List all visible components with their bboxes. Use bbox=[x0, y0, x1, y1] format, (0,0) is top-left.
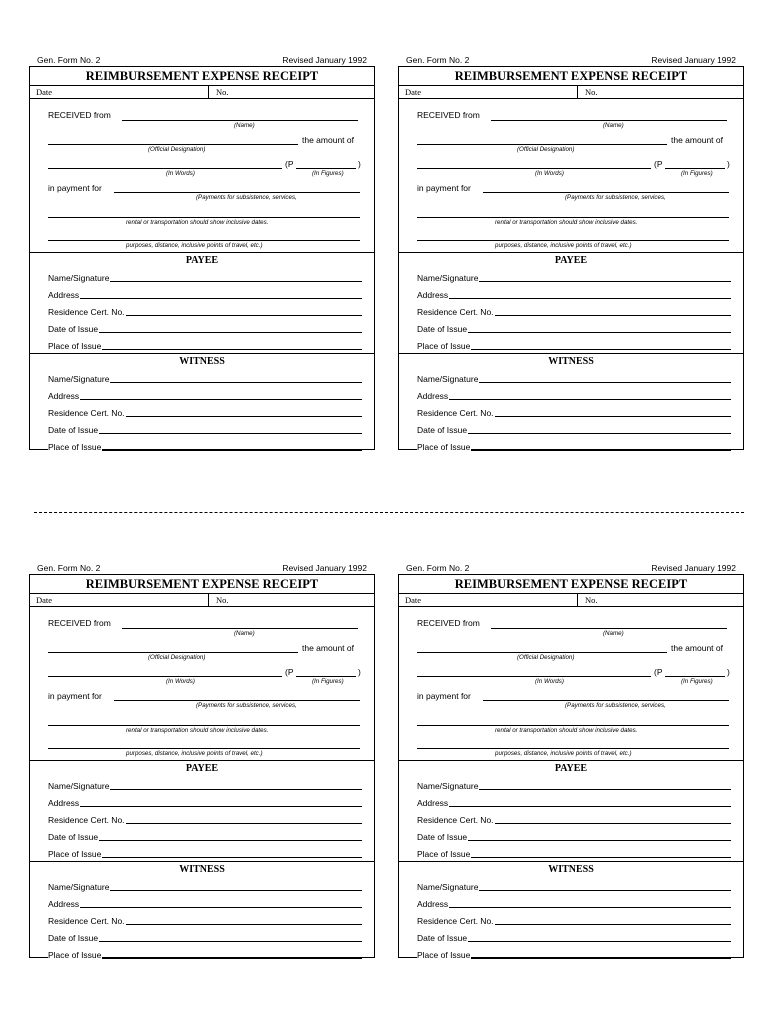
payee-place-of-issue-field[interactable] bbox=[48, 846, 362, 858]
received-section bbox=[399, 99, 743, 253]
name-line[interactable] bbox=[491, 628, 727, 629]
payee-name-signature-label: Name/Signature bbox=[417, 273, 479, 283]
received-section bbox=[30, 99, 374, 253]
payee-address-field[interactable] bbox=[48, 287, 362, 299]
receipt-box bbox=[29, 574, 375, 958]
payee-residence-cert-no-field[interactable] bbox=[417, 812, 731, 824]
amount-figures-line[interactable] bbox=[665, 168, 725, 169]
witness-residence-cert-no-label: Residence Cert. No. bbox=[48, 916, 125, 926]
payee-residence-cert-no-label: Residence Cert. No. bbox=[417, 815, 494, 825]
witness-address-line[interactable] bbox=[417, 907, 731, 908]
date-number-row bbox=[399, 594, 743, 607]
payee-residence-cert-no-field[interactable] bbox=[417, 304, 731, 316]
witness-name-signature-field[interactable] bbox=[417, 879, 731, 891]
payee-name-signature-field[interactable] bbox=[417, 778, 731, 790]
payee-residence-cert-no-label: Residence Cert. No. bbox=[417, 307, 494, 317]
peso-close: ) bbox=[727, 159, 730, 169]
payment-caption-1: (Payments for subsistence, services, bbox=[565, 194, 666, 201]
designation-caption: (Official Designation) bbox=[517, 654, 575, 661]
payee-place-of-issue-field[interactable] bbox=[417, 338, 731, 350]
name-caption: (Name) bbox=[603, 122, 624, 129]
payee-address-field[interactable] bbox=[48, 795, 362, 807]
witness-address-label: Address bbox=[417, 391, 449, 401]
payment-line-2[interactable] bbox=[417, 217, 729, 218]
payment-for-line[interactable] bbox=[114, 192, 360, 193]
date-label: Date bbox=[36, 87, 53, 97]
witness-residence-cert-no-field[interactable] bbox=[48, 913, 362, 925]
form-number: Gen. Form No. 2 bbox=[406, 563, 470, 573]
witness-section bbox=[399, 354, 743, 454]
payment-caption-3: purposes, distance, inclusive points of travel, etc.) bbox=[126, 242, 263, 249]
payment-caption-2: rental or transportation should show inclusive dates. bbox=[126, 219, 269, 226]
in-words-caption: (In Words) bbox=[166, 678, 195, 685]
payment-line-3[interactable] bbox=[48, 240, 360, 241]
payment-for-label: in payment for bbox=[417, 691, 471, 701]
name-caption: (Name) bbox=[234, 630, 255, 637]
receipt-form-top-left bbox=[29, 54, 375, 450]
peso-close: ) bbox=[358, 159, 361, 169]
received-from-label: RECEIVED from bbox=[417, 110, 480, 120]
payment-caption-3: purposes, distance, inclusive points of travel, etc.) bbox=[126, 750, 263, 757]
witness-place-of-issue-label: Place of Issue bbox=[48, 950, 102, 960]
designation-line[interactable] bbox=[48, 144, 298, 145]
amount-words-line[interactable] bbox=[48, 168, 282, 169]
payee-date-of-issue-field[interactable] bbox=[417, 829, 731, 841]
payee-heading: PAYEE bbox=[185, 763, 219, 774]
witness-name-signature-label: Name/Signature bbox=[48, 374, 110, 384]
payment-caption-1: (Payments for subsistence, services, bbox=[196, 194, 297, 201]
name-caption: (Name) bbox=[603, 630, 624, 637]
payee-address-field[interactable] bbox=[417, 795, 731, 807]
witness-name-signature-field[interactable] bbox=[48, 879, 362, 891]
payment-for-label: in payment for bbox=[417, 183, 471, 193]
witness-residence-cert-no-field[interactable] bbox=[417, 405, 731, 417]
payee-place-of-issue-label: Place of Issue bbox=[417, 341, 471, 351]
payment-caption-2: rental or transportation should show inclusive dates. bbox=[495, 727, 638, 734]
receipt-box bbox=[398, 574, 744, 958]
witness-address-label: Address bbox=[48, 899, 80, 909]
payment-caption-1: (Payments for subsistence, services, bbox=[196, 702, 297, 709]
received-from-label: RECEIVED from bbox=[417, 618, 480, 628]
witness-address-label: Address bbox=[417, 899, 449, 909]
payee-date-of-issue-field[interactable] bbox=[48, 829, 362, 841]
payee-name-signature-label: Name/Signature bbox=[48, 781, 110, 791]
receipt-form-bottom-left bbox=[29, 562, 375, 958]
witness-name-signature-label: Name/Signature bbox=[48, 882, 110, 892]
receipt-form-bottom-right bbox=[398, 562, 744, 958]
payment-line-2[interactable] bbox=[48, 217, 360, 218]
revision-date: Revised January 1992 bbox=[282, 563, 367, 573]
receipt-box bbox=[29, 66, 375, 450]
payee-address-line[interactable] bbox=[417, 298, 731, 299]
payment-for-label: in payment for bbox=[48, 183, 102, 193]
amount-label: the amount of bbox=[671, 135, 723, 145]
date-number-row bbox=[399, 86, 743, 99]
payee-heading: PAYEE bbox=[554, 255, 588, 266]
payment-for-line[interactable] bbox=[483, 192, 729, 193]
designation-line[interactable] bbox=[417, 144, 667, 145]
peso-open: (P bbox=[285, 667, 294, 677]
payee-address-label: Address bbox=[48, 798, 80, 808]
payee-date-of-issue-label: Date of Issue bbox=[417, 832, 468, 842]
witness-section bbox=[399, 862, 743, 962]
revision-date: Revised January 1992 bbox=[282, 55, 367, 65]
peso-open: (P bbox=[285, 159, 294, 169]
payee-section bbox=[30, 253, 374, 354]
witness-place-of-issue-field[interactable] bbox=[48, 947, 362, 959]
witness-address-field[interactable] bbox=[417, 388, 731, 400]
designation-caption: (Official Designation) bbox=[517, 146, 575, 153]
witness-date-of-issue-label: Date of Issue bbox=[417, 425, 468, 435]
in-figures-caption: (In Figures) bbox=[681, 678, 713, 685]
date-number-row bbox=[30, 86, 374, 99]
receipt-title: REIMBURSEMENT EXPENSE RECEIPT bbox=[30, 575, 374, 594]
payee-place-of-issue-field[interactable] bbox=[48, 338, 362, 350]
peso-open: (P bbox=[654, 159, 663, 169]
receipt-title: REIMBURSEMENT EXPENSE RECEIPT bbox=[399, 575, 743, 594]
witness-address-line[interactable] bbox=[48, 399, 362, 400]
in-words-caption: (In Words) bbox=[166, 170, 195, 177]
payee-section bbox=[30, 761, 374, 862]
payee-place-of-issue-label: Place of Issue bbox=[48, 849, 102, 859]
peso-close: ) bbox=[358, 667, 361, 677]
witness-date-of-issue-label: Date of Issue bbox=[48, 425, 99, 435]
payee-residence-cert-no-label: Residence Cert. No. bbox=[48, 815, 125, 825]
witness-heading: WITNESS bbox=[179, 864, 225, 875]
date-label: Date bbox=[405, 87, 422, 97]
form-header bbox=[29, 54, 375, 66]
payee-date-of-issue-label: Date of Issue bbox=[417, 324, 468, 334]
payment-line-3[interactable] bbox=[417, 748, 729, 749]
in-figures-caption: (In Figures) bbox=[312, 170, 344, 177]
payee-residence-cert-no-label: Residence Cert. No. bbox=[48, 307, 125, 317]
payee-name-signature-field[interactable] bbox=[417, 270, 731, 282]
witness-section bbox=[30, 862, 374, 962]
payee-heading: PAYEE bbox=[554, 763, 588, 774]
revision-date: Revised January 1992 bbox=[651, 563, 736, 573]
witness-address-field[interactable] bbox=[48, 388, 362, 400]
form-header bbox=[398, 54, 744, 66]
in-figures-caption: (In Figures) bbox=[312, 678, 344, 685]
number-label: No. bbox=[585, 87, 598, 97]
payee-address-line[interactable] bbox=[48, 298, 362, 299]
witness-place-of-issue-label: Place of Issue bbox=[417, 950, 471, 960]
payee-address-label: Address bbox=[417, 798, 449, 808]
payee-name-signature-label: Name/Signature bbox=[417, 781, 479, 791]
form-number: Gen. Form No. 2 bbox=[37, 563, 101, 573]
in-words-caption: (In Words) bbox=[535, 170, 564, 177]
witness-residence-cert-no-label: Residence Cert. No. bbox=[417, 408, 494, 418]
received-from-label: RECEIVED from bbox=[48, 110, 111, 120]
payee-section bbox=[399, 761, 743, 862]
witness-section bbox=[30, 354, 374, 454]
payee-place-of-issue-label: Place of Issue bbox=[48, 341, 102, 351]
payment-caption-1: (Payments for subsistence, services, bbox=[565, 702, 666, 709]
amount-figures-line[interactable] bbox=[665, 676, 725, 677]
payment-caption-2: rental or transportation should show inclusive dates. bbox=[126, 727, 269, 734]
amount-figures-line[interactable] bbox=[296, 168, 356, 169]
payee-section bbox=[399, 253, 743, 354]
witness-date-of-issue-field[interactable] bbox=[48, 930, 362, 942]
amount-label: the amount of bbox=[302, 643, 354, 653]
date-label: Date bbox=[405, 595, 422, 605]
payee-date-of-issue-label: Date of Issue bbox=[48, 832, 99, 842]
witness-address-field[interactable] bbox=[48, 896, 362, 908]
payment-line-2[interactable] bbox=[417, 725, 729, 726]
amount-words-line[interactable] bbox=[48, 676, 282, 677]
witness-address-line[interactable] bbox=[417, 399, 731, 400]
witness-name-signature-field[interactable] bbox=[417, 371, 731, 383]
designation-caption: (Official Designation) bbox=[148, 146, 206, 153]
payment-for-line[interactable] bbox=[483, 700, 729, 701]
date-number-row bbox=[30, 594, 374, 607]
payment-caption-2: rental or transportation should show inclusive dates. bbox=[495, 219, 638, 226]
date-divider bbox=[208, 86, 209, 98]
witness-date-of-issue-label: Date of Issue bbox=[48, 933, 99, 943]
designation-line[interactable] bbox=[48, 652, 298, 653]
date-divider bbox=[577, 594, 578, 606]
receipt-title: REIMBURSEMENT EXPENSE RECEIPT bbox=[399, 67, 743, 86]
name-line[interactable] bbox=[122, 120, 358, 121]
witness-place-of-issue-field[interactable] bbox=[417, 947, 731, 959]
payee-name-signature-field[interactable] bbox=[48, 778, 362, 790]
peso-close: ) bbox=[727, 667, 730, 677]
designation-caption: (Official Designation) bbox=[148, 654, 206, 661]
receipt-box bbox=[398, 66, 744, 450]
revision-date: Revised January 1992 bbox=[651, 55, 736, 65]
witness-place-of-issue-label: Place of Issue bbox=[48, 442, 102, 452]
payee-place-of-issue-label: Place of Issue bbox=[417, 849, 471, 859]
form-number: Gen. Form No. 2 bbox=[37, 55, 101, 65]
payee-residence-cert-no-field[interactable] bbox=[48, 304, 362, 316]
name-caption: (Name) bbox=[234, 122, 255, 129]
witness-address-field[interactable] bbox=[417, 896, 731, 908]
payee-address-label: Address bbox=[48, 290, 80, 300]
designation-line[interactable] bbox=[417, 652, 667, 653]
witness-name-signature-label: Name/Signature bbox=[417, 882, 479, 892]
amount-words-line[interactable] bbox=[417, 676, 651, 677]
witness-residence-cert-no-label: Residence Cert. No. bbox=[48, 408, 125, 418]
payee-address-line[interactable] bbox=[417, 806, 731, 807]
witness-heading: WITNESS bbox=[179, 356, 225, 367]
payee-residence-cert-no-field[interactable] bbox=[48, 812, 362, 824]
received-section bbox=[399, 607, 743, 761]
payment-caption-3: purposes, distance, inclusive points of travel, etc.) bbox=[495, 750, 632, 757]
payment-for-line[interactable] bbox=[114, 700, 360, 701]
witness-name-signature-field[interactable] bbox=[48, 371, 362, 383]
payment-line-3[interactable] bbox=[417, 240, 729, 241]
amount-words-line[interactable] bbox=[417, 168, 651, 169]
number-label: No. bbox=[585, 595, 598, 605]
received-section bbox=[30, 607, 374, 761]
witness-residence-cert-no-label: Residence Cert. No. bbox=[417, 916, 494, 926]
witness-address-line[interactable] bbox=[48, 907, 362, 908]
payment-for-label: in payment for bbox=[48, 691, 102, 701]
payee-date-of-issue-field[interactable] bbox=[48, 321, 362, 333]
form-number: Gen. Form No. 2 bbox=[406, 55, 470, 65]
witness-date-of-issue-field[interactable] bbox=[48, 422, 362, 434]
amount-label: the amount of bbox=[302, 135, 354, 145]
witness-heading: WITNESS bbox=[548, 356, 594, 367]
payee-address-label: Address bbox=[417, 290, 449, 300]
form-header bbox=[398, 562, 744, 574]
received-from-label: RECEIVED from bbox=[48, 618, 111, 628]
witness-place-of-issue-label: Place of Issue bbox=[417, 442, 471, 452]
name-line[interactable] bbox=[122, 628, 358, 629]
witness-heading: WITNESS bbox=[548, 864, 594, 875]
payee-name-signature-label: Name/Signature bbox=[48, 273, 110, 283]
payee-address-field[interactable] bbox=[417, 287, 731, 299]
witness-residence-cert-no-field[interactable] bbox=[48, 405, 362, 417]
in-figures-caption: (In Figures) bbox=[681, 170, 713, 177]
witness-place-of-issue-field[interactable] bbox=[48, 439, 362, 451]
payment-caption-3: purposes, distance, inclusive points of travel, etc.) bbox=[495, 242, 632, 249]
receipt-title: REIMBURSEMENT EXPENSE RECEIPT bbox=[30, 67, 374, 86]
number-label: No. bbox=[216, 595, 229, 605]
receipt-form-top-right bbox=[398, 54, 744, 450]
payee-address-line[interactable] bbox=[48, 806, 362, 807]
amount-figures-line[interactable] bbox=[296, 676, 356, 677]
payee-heading: PAYEE bbox=[185, 255, 219, 266]
number-label: No. bbox=[216, 87, 229, 97]
witness-date-of-issue-field[interactable] bbox=[417, 422, 731, 434]
in-words-caption: (In Words) bbox=[535, 678, 564, 685]
witness-address-label: Address bbox=[48, 391, 80, 401]
form-header bbox=[29, 562, 375, 574]
name-line[interactable] bbox=[491, 120, 727, 121]
payment-line-2[interactable] bbox=[48, 725, 360, 726]
date-divider bbox=[208, 594, 209, 606]
witness-date-of-issue-field[interactable] bbox=[417, 930, 731, 942]
payee-date-of-issue-field[interactable] bbox=[417, 321, 731, 333]
witness-date-of-issue-label: Date of Issue bbox=[417, 933, 468, 943]
payee-name-signature-field[interactable] bbox=[48, 270, 362, 282]
payee-place-of-issue-field[interactable] bbox=[417, 846, 731, 858]
payee-date-of-issue-label: Date of Issue bbox=[48, 324, 99, 334]
witness-name-signature-label: Name/Signature bbox=[417, 374, 479, 384]
witness-residence-cert-no-field[interactable] bbox=[417, 913, 731, 925]
witness-place-of-issue-field[interactable] bbox=[417, 439, 731, 451]
date-divider bbox=[577, 86, 578, 98]
amount-label: the amount of bbox=[671, 643, 723, 653]
date-label: Date bbox=[36, 595, 53, 605]
payment-line-3[interactable] bbox=[48, 748, 360, 749]
cut-line bbox=[34, 512, 744, 513]
peso-open: (P bbox=[654, 667, 663, 677]
